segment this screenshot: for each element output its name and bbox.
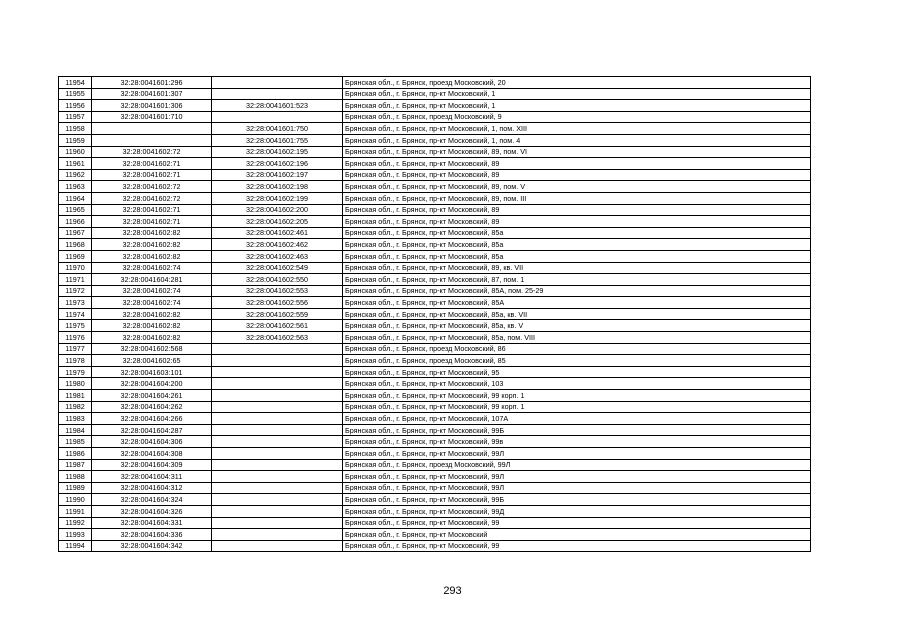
cadastral-number: 32:28:0041602:82 [92,320,212,332]
address: Брянская обл., г. Брянск, пр-кт Московский, 107А [343,413,811,425]
address: Брянская обл., г. Брянск, пр-кт Московский, 99в [343,436,811,448]
address: Брянская обл., г. Брянск, пр-кт Московский, 99 корп. 1 [343,390,811,402]
cadastral-number: 32:28:0041602:74 [92,262,212,274]
row-number: 11994 [59,540,92,552]
cadastral-number: 32:28:0041602:82 [92,227,212,239]
row-number: 11975 [59,320,92,332]
cadastral-number: 32:28:0041604:342 [92,540,212,552]
address: Брянская обл., г. Брянск, пр-кт Московский, 99Д [343,505,811,517]
address: Брянская обл., г. Брянск, пр-кт Московский, 99Л [343,448,811,460]
related-cadastral-number [212,390,343,402]
related-cadastral-number [212,459,343,471]
row-number: 11958 [59,123,92,135]
related-cadastral-number: 32:28:0041601:755 [212,134,343,146]
address: Брянская обл., г. Брянск, пр-кт Московский [343,529,811,541]
cadastral-number: 32:28:0041604:306 [92,436,212,448]
related-cadastral-number: 32:28:0041602:197 [212,169,343,181]
table-row [59,320,811,332]
row-number: 11978 [59,355,92,367]
related-cadastral-number [212,355,343,367]
row-number: 11987 [59,459,92,471]
row-number: 11969 [59,250,92,262]
cadastral-number: 32:28:0041604:326 [92,505,212,517]
row-number: 11981 [59,390,92,402]
table-row [59,529,811,541]
row-number: 11961 [59,158,92,170]
table-row [59,262,811,274]
table-row [59,297,811,309]
row-number: 11989 [59,482,92,494]
related-cadastral-number: 32:28:0041602:549 [212,262,343,274]
cadastral-number: 32:28:0041602:82 [92,250,212,262]
table-row [59,111,811,123]
cadastral-number [92,134,212,146]
related-cadastral-number [212,471,343,483]
cadastral-number: 32:28:0041601:307 [92,88,212,100]
cadastral-number: 32:28:0041604:262 [92,401,212,413]
table-row [59,482,811,494]
row-number: 11984 [59,424,92,436]
table-row [59,285,811,297]
table-row [59,308,811,320]
related-cadastral-number [212,448,343,460]
table-row [59,505,811,517]
related-cadastral-number [212,505,343,517]
address: Брянская обл., г. Брянск, пр-кт Московский, 1, пом. XIII [343,123,811,135]
row-number: 11966 [59,216,92,228]
address: Брянская обл., г. Брянск, пр-кт Московский, 89, пом. III [343,192,811,204]
address: Брянская обл., г. Брянск, пр-кт Московский, 99Л [343,482,811,494]
related-cadastral-number [212,401,343,413]
row-number: 11983 [59,413,92,425]
related-cadastral-number [212,343,343,355]
table-row [59,355,811,367]
page-number: 293 [443,585,462,597]
related-cadastral-number: 32:28:0041602:195 [212,146,343,158]
row-number: 11976 [59,332,92,344]
table-row [59,436,811,448]
row-number: 11967 [59,227,92,239]
row-number: 11980 [59,378,92,390]
address: Брянская обл., г. Брянск, пр-кт Московский, 1 [343,100,811,112]
address: Брянская обл., г. Брянск, пр-кт Московский, 1, пом. 4 [343,134,811,146]
table-row [59,378,811,390]
related-cadastral-number [212,378,343,390]
cadastral-number: 32:28:0041604:324 [92,494,212,506]
address: Брянская обл., г. Брянск, пр-кт Московский, 99Б [343,424,811,436]
address: Брянская обл., г. Брянск, пр-кт Московский, 89 [343,204,811,216]
related-cadastral-number: 32:28:0041602:200 [212,204,343,216]
address: Брянская обл., г. Брянск, пр-кт Московский, 89, пом. V [343,181,811,193]
row-number: 11963 [59,181,92,193]
address: Брянская обл., г. Брянск, пр-кт Московский, 89, пом. VI [343,146,811,158]
table-row [59,216,811,228]
address: Брянская обл., г. Брянск, пр-кт Московский, 99 [343,540,811,552]
cadastral-table [58,76,811,552]
table-row [59,181,811,193]
cadastral-number [92,123,212,135]
table-row [59,100,811,112]
table-row [59,517,811,529]
row-number: 11955 [59,88,92,100]
cadastral-number: 32:28:0041604:308 [92,448,212,460]
table-row [59,494,811,506]
row-number: 11993 [59,529,92,541]
cadastral-number: 32:28:0041604:312 [92,482,212,494]
address: Брянская обл., г. Брянск, проезд Московский, 20 [343,77,811,89]
cadastral-number: 32:28:0041604:311 [92,471,212,483]
table-row [59,250,811,262]
cadastral-number: 32:28:0041604:331 [92,517,212,529]
related-cadastral-number: 32:28:0041602:559 [212,308,343,320]
row-number: 11979 [59,366,92,378]
row-number: 11991 [59,505,92,517]
row-number: 11977 [59,343,92,355]
row-number: 11990 [59,494,92,506]
table-row [59,192,811,204]
address: Брянская обл., г. Брянск, проезд Московский, 85 [343,355,811,367]
cadastral-number: 32:28:0041601:710 [92,111,212,123]
address: Брянская обл., г. Брянск, пр-кт Московский, 103 [343,378,811,390]
table-row [59,332,811,344]
cadastral-number: 32:28:0041601:306 [92,100,212,112]
row-number: 11954 [59,77,92,89]
address: Брянская обл., г. Брянск, пр-кт Московский, 89 [343,158,811,170]
cadastral-number: 32:28:0041604:266 [92,413,212,425]
row-number: 11970 [59,262,92,274]
table-row [59,401,811,413]
table-row [59,146,811,158]
cadastral-number: 32:28:0041603:101 [92,366,212,378]
related-cadastral-number [212,424,343,436]
address: Брянская обл., г. Брянск, пр-кт Московский, 85а [343,250,811,262]
address: Брянская обл., г. Брянск, проезд Московский, 99Л [343,459,811,471]
related-cadastral-number: 32:28:0041601:523 [212,100,343,112]
table-row [59,540,811,552]
related-cadastral-number: 32:28:0041602:561 [212,320,343,332]
address: Брянская обл., г. Брянск, пр-кт Московский, 89 [343,169,811,181]
related-cadastral-number: 32:28:0041602:553 [212,285,343,297]
table-row [59,366,811,378]
table-row [59,239,811,251]
related-cadastral-number [212,366,343,378]
row-number: 11982 [59,401,92,413]
table-body [59,77,811,552]
row-number: 11960 [59,146,92,158]
address: Брянская обл., г. Брянск, пр-кт Московский, 85а [343,239,811,251]
row-number: 11964 [59,192,92,204]
row-number: 11957 [59,111,92,123]
address: Брянская обл., г. Брянск, проезд Московский, 9 [343,111,811,123]
related-cadastral-number [212,88,343,100]
related-cadastral-number [212,540,343,552]
address: Брянская обл., г. Брянск, пр-кт Московский, 99Б [343,494,811,506]
related-cadastral-number: 32:28:0041602:563 [212,332,343,344]
related-cadastral-number: 32:28:0041602:461 [212,227,343,239]
cadastral-number: 32:28:0041602:82 [92,308,212,320]
row-number: 11973 [59,297,92,309]
address: Брянская обл., г. Брянск, пр-кт Московский, 87, пом. 1 [343,274,811,286]
related-cadastral-number: 32:28:0041602:550 [212,274,343,286]
related-cadastral-number [212,77,343,89]
cadastral-number: 32:28:0041602:71 [92,204,212,216]
row-number: 11974 [59,308,92,320]
table-row [59,459,811,471]
cadastral-number: 32:28:0041602:71 [92,169,212,181]
table-row [59,204,811,216]
row-number: 11965 [59,204,92,216]
cadastral-number: 32:28:0041602:74 [92,297,212,309]
cadastral-number: 32:28:0041602:71 [92,158,212,170]
row-number: 11968 [59,239,92,251]
address: Брянская обл., г. Брянск, пр-кт Московский, 95 [343,366,811,378]
related-cadastral-number: 32:28:0041602:463 [212,250,343,262]
cadastral-number: 32:28:0041602:82 [92,239,212,251]
address: Брянская обл., г. Брянск, пр-кт Московский, 99 [343,517,811,529]
table-row [59,343,811,355]
related-cadastral-number: 32:28:0041602:205 [212,216,343,228]
address: Брянская обл., г. Брянск, пр-кт Московский, 99 корп. 1 [343,401,811,413]
cadastral-number: 32:28:0041602:72 [92,181,212,193]
cadastral-number: 32:28:0041602:71 [92,216,212,228]
address: Брянская обл., г. Брянск, пр-кт Московский, 85а, кв. V [343,320,811,332]
table-row [59,77,811,89]
row-number: 11985 [59,436,92,448]
related-cadastral-number: 32:28:0041602:196 [212,158,343,170]
address: Брянская обл., г. Брянск, пр-кт Московский, 99Л [343,471,811,483]
related-cadastral-number [212,494,343,506]
table-row [59,471,811,483]
table-row [59,88,811,100]
related-cadastral-number [212,529,343,541]
cadastral-number: 32:28:0041602:568 [92,343,212,355]
related-cadastral-number: 32:28:0041602:556 [212,297,343,309]
table-row [59,448,811,460]
row-number: 11962 [59,169,92,181]
cadastral-number: 32:28:0041604:200 [92,378,212,390]
related-cadastral-number [212,482,343,494]
related-cadastral-number [212,517,343,529]
related-cadastral-number: 32:28:0041602:198 [212,181,343,193]
related-cadastral-number: 32:28:0041602:462 [212,239,343,251]
address: Брянская обл., г. Брянск, пр-кт Московский, 85А [343,297,811,309]
cadastral-number: 32:28:0041604:261 [92,390,212,402]
address: Брянская обл., г. Брянск, пр-кт Московский, 85а, пом. VIII [343,332,811,344]
table-row [59,227,811,239]
table-row [59,274,811,286]
table-row [59,424,811,436]
related-cadastral-number: 32:28:0041602:199 [212,192,343,204]
address: Брянская обл., г. Брянск, пр-кт Московский, 85А, пом. 25-29 [343,285,811,297]
address: Брянская обл., г. Брянск, пр-кт Московский, 85а, кв. VII [343,308,811,320]
address: Брянская обл., г. Брянск, пр-кт Московский, 89 [343,216,811,228]
cadastral-number: 32:28:0041602:82 [92,332,212,344]
row-number: 11971 [59,274,92,286]
table-row [59,390,811,402]
cadastral-number: 32:28:0041604:309 [92,459,212,471]
address: Брянская обл., г. Брянск, пр-кт Московский, 85а [343,227,811,239]
related-cadastral-number [212,413,343,425]
related-cadastral-number: 32:28:0041601:750 [212,123,343,135]
row-number: 11986 [59,448,92,460]
cadastral-number: 32:28:0041602:72 [92,192,212,204]
row-number: 11992 [59,517,92,529]
table-row [59,158,811,170]
cadastral-number: 32:28:0041601:296 [92,77,212,89]
related-cadastral-number [212,111,343,123]
address: Брянская обл., г. Брянск, проезд Московский, 86 [343,343,811,355]
cadastral-number: 32:28:0041604:287 [92,424,212,436]
table-row [59,123,811,135]
cadastral-number: 32:28:0041602:74 [92,285,212,297]
address: Брянская обл., г. Брянск, пр-кт Московский, 1 [343,88,811,100]
table-row [59,134,811,146]
address: Брянская обл., г. Брянск, пр-кт Московский, 89, кв. VII [343,262,811,274]
cadastral-number: 32:28:0041604:336 [92,529,212,541]
row-number: 11956 [59,100,92,112]
cadastral-number: 32:28:0041604:281 [92,274,212,286]
cadastral-number: 32:28:0041602:72 [92,146,212,158]
cadastral-number: 32:28:0041602:65 [92,355,212,367]
row-number: 11972 [59,285,92,297]
table-row [59,169,811,181]
row-number: 11959 [59,134,92,146]
related-cadastral-number [212,436,343,448]
row-number: 11988 [59,471,92,483]
table-row [59,413,811,425]
